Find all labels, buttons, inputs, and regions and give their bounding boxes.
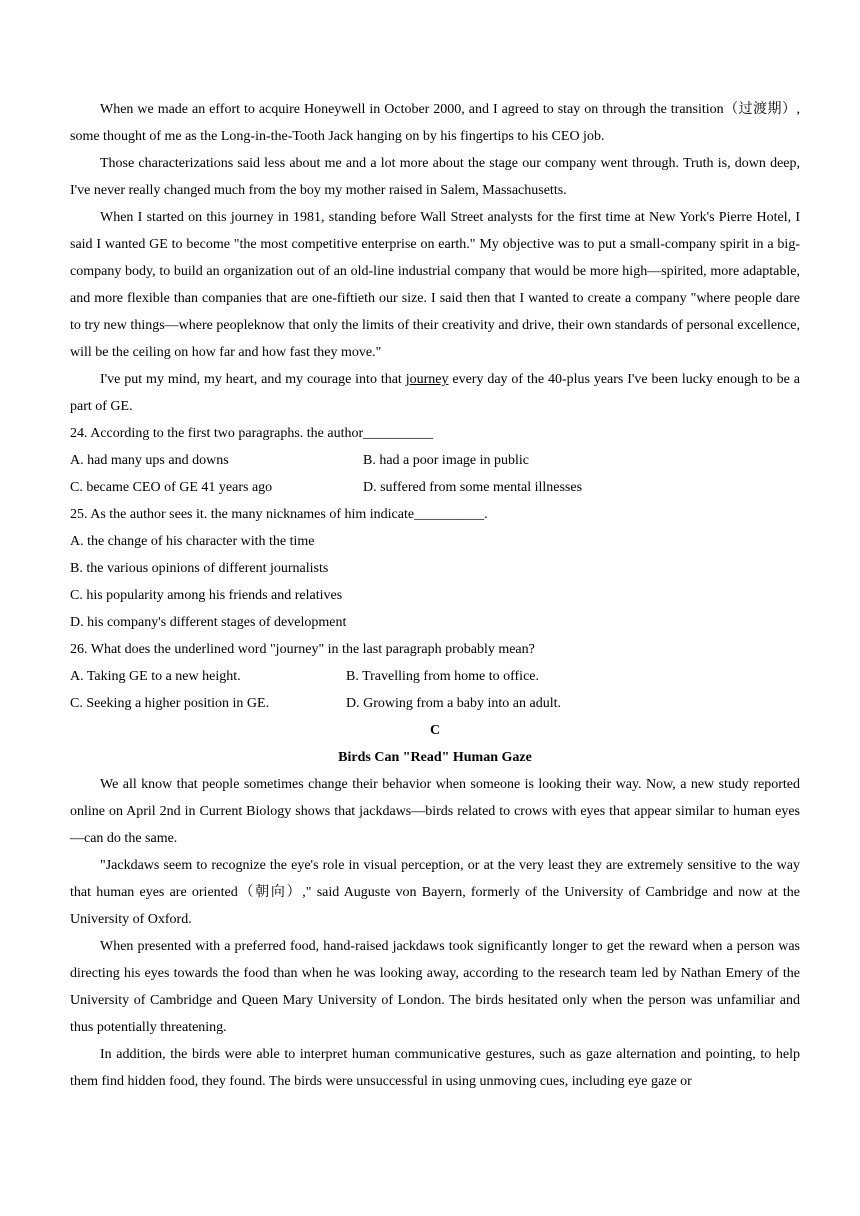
question-24-option-d: D. suffered from some mental illnesses: [363, 480, 583, 495]
passage-b-paragraph-2: Those characterizations said less about me and a lot more about the stage our company went through. Truth is, down deep, I've never really changed much from the boy my mother raised in Salem, Massachusetts.: [70, 156, 800, 198]
passage-c-paragraph-2: "Jackdaws seem to recognize the eye's role in visual perception, or at the very least they are extremely sensitive to the way that human eyes are oriented（朝向）," said Auguste von Bayern, formerly of the University of Cambridge and now at the University of Oxford.: [70, 858, 800, 927]
passage-c-paragraph-4: In addition, the birds were able to interpret human communicative gestures, such as gaze alternation and pointing, to help them find hidden food, they found. The birds were unsuccessful in using unmoving cues, including eye gaze or: [70, 1047, 800, 1089]
section-letter: C: [429, 723, 441, 738]
question-25-option-c: C. his popularity among his friends and relatives: [70, 588, 343, 603]
question-26-options-row-1: [70, 663, 800, 690]
question-26-stem: 26. What does the underlined word "journey" in the last paragraph probably mean?: [70, 642, 535, 657]
question-26-options-row-2: [70, 690, 800, 717]
question-24-option-a: A. had many ups and downs: [70, 453, 229, 468]
question-25-option-d: D. his company's different stages of development: [70, 615, 347, 630]
question-24-option-c: C. became CEO of GE 41 years ago: [70, 480, 273, 495]
paragraph-4-text-after: every day of the 40-plus years I've been lucky enough to be a part of GE.: [70, 372, 800, 414]
question-25-stem: 25. As the author sees it. the many nicknames of him indicate__________.: [70, 507, 488, 522]
question-24-option-b: B. had a poor image in public: [363, 453, 530, 468]
paragraph-4-text-before: I've put my mind, my heart, and my courage into that: [100, 372, 406, 387]
underlined-word-journey: journey: [405, 372, 449, 387]
question-25-option-b: B. the various opinions of different journalists: [70, 561, 329, 576]
question-24-stem: 24. According to the first two paragraphs. the author__________: [70, 426, 434, 441]
passage-b-paragraph-4: [70, 366, 800, 420]
question-25-option-a: A. the change of his character with the time: [70, 534, 315, 549]
question-26-option-c: C. Seeking a higher position in GE.: [70, 696, 270, 711]
passage-c-title: Birds Can "Read" Human Gaze: [338, 750, 532, 765]
passage-b-paragraph-1: When we made an effort to acquire Honeywell in October 2000, and I agreed to stay on through the transition（过渡期）, some thought of me as the Long-in-the-Tooth Jack hanging on by his fingertips to his CEO job.: [70, 102, 800, 144]
passage-c-paragraph-1: We all know that people sometimes change their behavior when someone is looking their way. Now, a new study reported online on April 2nd in Current Biology shows that jackdaws—birds related to crows with eyes that appear similar to human eyes—can do the same.: [70, 777, 800, 846]
document-page: [70, 96, 800, 1095]
question-26-option-a: A. Taking GE to a new height.: [70, 669, 241, 684]
passage-b-paragraph-3: When I started on this journey in 1981, standing before Wall Street analysts for the first time at New York's Pierre Hotel, I said I wanted GE to become "the most competitive enterprise on earth." My objective was to put a small-company spirit in a big-company body, to build an organization out of an old-line industrial company that would be more high—spirited, more adaptable, and more flexible than companies that are one-fiftieth our size. I said then that I wanted to create a company "where people dare to try new things—where peopleknow that only the limits of their creativity and drive, their own standards of personal excellence, will be the ceiling on how far and how fast they move.": [70, 210, 800, 360]
question-24-options-row-1: [70, 447, 800, 474]
question-24-options-row-2: [70, 474, 800, 501]
question-26-option-b: B. Travelling from home to office.: [346, 669, 539, 684]
question-26-option-d: D. Growing from a baby into an adult.: [346, 696, 562, 711]
passage-c-paragraph-3: When presented with a preferred food, hand-raised jackdaws took significantly longer to get the reward when a person was directing his eyes towards the food than when he was looking away, according to the research team led by Nathan Emery of the University of Cambridge and Queen Mary University of London. The birds hesitated only when the person was unfamiliar and thus potentially threatening.: [70, 939, 800, 1035]
